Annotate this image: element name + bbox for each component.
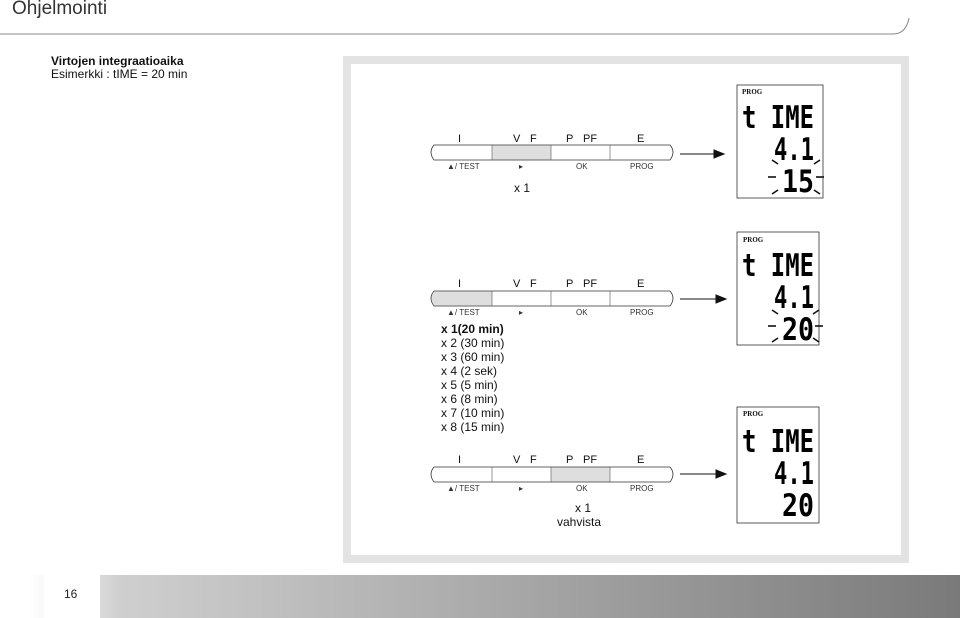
key-label-v: V xyxy=(513,133,521,145)
key-label-test: ▲/ TEST xyxy=(447,162,480,171)
key-label-next: ▸ xyxy=(519,484,524,493)
key-label-ok: OK xyxy=(576,162,588,171)
key-label-p: P xyxy=(566,454,574,466)
lcd-line-2: 4.1 xyxy=(774,132,814,168)
list-item: x 4 (2 sek) xyxy=(441,364,498,378)
step1-count: x 1 xyxy=(514,181,531,195)
list-item: x 2 (30 min) xyxy=(441,336,505,350)
key-label-v: V xyxy=(513,278,521,290)
lcd-line-1: t IME xyxy=(742,100,814,136)
key-label-test: ▲/ TEST xyxy=(447,484,480,493)
lcd-prog-label: PROG xyxy=(743,236,764,244)
key-label-pf: PF xyxy=(583,133,598,145)
key-label-i: I xyxy=(458,454,462,466)
list-item: x 6 (8 min) xyxy=(441,392,498,406)
key-label-p: P xyxy=(566,278,574,290)
key-label-ok: OK xyxy=(576,308,588,317)
lcd-line-1: t IME xyxy=(742,424,814,460)
key-label-i: I xyxy=(458,133,462,145)
key-label-e: E xyxy=(637,278,645,290)
page-title: Ohjelmointi xyxy=(12,0,108,19)
key-label-e: E xyxy=(637,133,645,145)
lcd-line-3: 20 xyxy=(782,312,814,348)
key-label-pf: PF xyxy=(583,278,598,290)
key-label-i: I xyxy=(458,278,462,290)
key-label-next: ▸ xyxy=(519,162,524,171)
key-label-pf: PF xyxy=(583,454,598,466)
lcd-line-1: t IME xyxy=(742,248,814,284)
lcd-prog-label: PROG xyxy=(742,88,763,96)
section-heading: Virtojen integraatioaika xyxy=(51,54,184,68)
lcd-line-3: 15 xyxy=(782,164,814,200)
key-label-prog: PROG xyxy=(630,484,654,493)
key-label-f: F xyxy=(530,133,537,145)
lcd-line-3: 20 xyxy=(782,488,814,524)
list-item: x 3 (60 min) xyxy=(441,350,505,364)
list-item: x 7 (10 min) xyxy=(441,406,505,420)
page-number: 16 xyxy=(64,587,78,601)
key-label-prog: PROG xyxy=(630,308,654,317)
step3-count: x 1 xyxy=(575,501,592,515)
key-label-p: P xyxy=(566,133,574,145)
key-label-f: F xyxy=(530,278,537,290)
lcd-line-2: 4.1 xyxy=(774,280,814,316)
key-label-v: V xyxy=(513,454,521,466)
list-item: x 1(20 min) xyxy=(441,322,504,336)
lcd-line-2: 4.1 xyxy=(774,456,814,492)
key-label-prog: PROG xyxy=(630,162,654,171)
step3-action: vahvista xyxy=(557,515,602,529)
example-text: Esimerkki : tIME = 20 min xyxy=(51,67,188,81)
list-item: x 5 (5 min) xyxy=(441,378,498,392)
key-label-next: ▸ xyxy=(519,308,524,317)
lcd-prog-label: PROG xyxy=(743,410,764,418)
key-label-f: F xyxy=(530,454,537,466)
list-item: x 8 (15 min) xyxy=(441,420,505,434)
key-label-test: ▲/ TEST xyxy=(447,308,480,317)
key-label-e: E xyxy=(637,454,645,466)
key-label-ok: OK xyxy=(576,484,588,493)
footer-band xyxy=(0,575,960,618)
